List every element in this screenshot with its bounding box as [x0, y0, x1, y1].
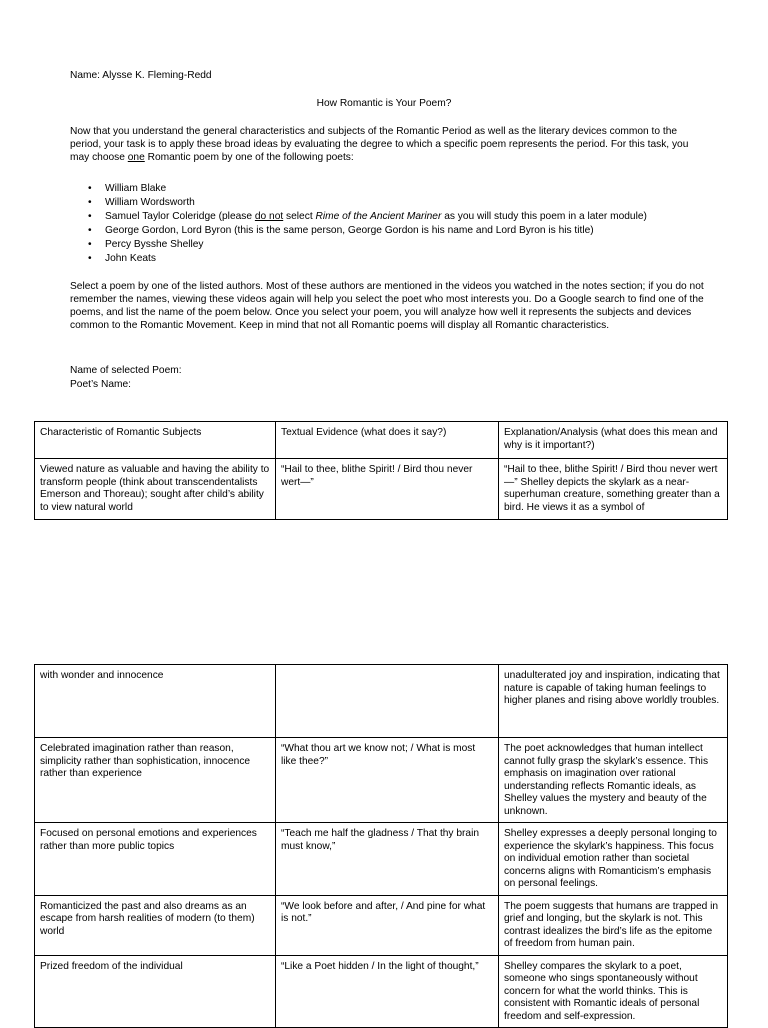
characteristic-cell: Celebrated imagination rather than reason, simplicity rather than sophistication, innocence rather than experience: [35, 738, 276, 823]
name-label: Name:: [70, 70, 101, 81]
underlined-one: one: [127, 152, 145, 163]
instructions-paragraph: Select a poem by one of the listed authors. Most of these authors are mentioned in the videos you watched in the notes section; if you do not remember the names, viewing these videos again will help you select the poet who most interests you. Do a Google search to find one of the poems, and list the name of the poem below. Once you select your poem, you will analyze how well it represents the subjects and devices common to the Romantic Movement. Keep in mind that not all Romantic poems will display all Romantic characteristics.: [70, 281, 704, 331]
evidence-cell: “Teach me half the gladness / That thy brain must know,”: [276, 823, 499, 896]
intro-paragraph: Now that you understand the general characteristics and subjects of the Romantic Period as well as the literary devices common to the period, your task is to apply these broad ideas by evaluating the degree to which a specific poem represents the period. For this task, you may choose one Romantic poem by one of the following poets:: [70, 126, 689, 163]
analysis-cell: Shelley expresses a deeply personal longing to experience the skylark’s happiness. This focus on individual emotion rather than societal concerns aligns with Romanticism’s emphasis on personal feelings.: [499, 823, 728, 896]
characteristic-cell: Prized freedom of the individual: [35, 955, 276, 1028]
table-header-cell: Characteristic of Romantic Subjects: [35, 422, 276, 459]
analysis-cell: “Hail to thee, blithe Spirit! / Bird thou never wert—” Shelley depicts the skylark as a near-superhuman creature, something greater than a bird. He views it as a symbol of: [499, 459, 728, 520]
table-header-cell: Textual Evidence (what does it say?): [276, 422, 499, 459]
poet-name-label: Poet’s Name:: [70, 379, 131, 390]
poem-name-label: Name of selected Poem:: [70, 365, 182, 376]
analysis-table-page1: [34, 421, 728, 520]
table-row: [35, 895, 728, 955]
characteristic-cell: Focused on personal emotions and experiences rather than more public topics: [35, 823, 276, 896]
student-name: Alysse K. Fleming-Redd: [102, 70, 212, 81]
page-title: How Romantic is Your Poem?: [316, 98, 452, 109]
table-row: [35, 823, 728, 896]
table-header-cell: Explanation/Analysis (what does this mean and why is it important?): [499, 422, 728, 459]
table-row: [35, 738, 728, 823]
evidence-cell: [276, 665, 499, 738]
analysis-cell: The poem suggests that humans are trapped in grief and longing, but the skylark is not. This contrast idealizes the bird’s life as the epitome of freedom from human pain.: [499, 895, 728, 955]
analysis-table-page2: [34, 664, 728, 1028]
list-item: • John Keats: [88, 252, 647, 266]
list-item: • Samuel Taylor Coleridge (please do not select Rime of the Ancient Mariner as you will study this poem in a later module): [88, 210, 647, 224]
evidence-cell: “Hail to thee, blithe Spirit! / Bird thou never wert—”: [276, 459, 499, 520]
analysis-cell: The poet acknowledges that human intellect cannot fully grasp the skylark’s essence. This emphasis on imagination over rational understanding reflects Romantic ideals, as Shelley values the mystery and beauty of the unknown.: [499, 738, 728, 823]
poet-list: [88, 182, 647, 266]
characteristic-cell: with wonder and innocence: [35, 665, 276, 738]
student-name-line: [70, 69, 212, 82]
table-header-row: [35, 422, 728, 459]
analysis-cell: unadulterated joy and inspiration, indicating that nature is capable of taking human feelings to higher planes and rising above worldly troubles.: [499, 665, 728, 738]
characteristic-cell: Viewed nature as valuable and having the ability to transform people (think about transcendentalists Emerson and Thoreau); sought after child’s ability to view natural world: [35, 459, 276, 520]
evidence-cell: “We look before and after, / And pine for what is not.”: [276, 895, 499, 955]
analysis-cell: Shelley compares the skylark to a poet, someone who sings spontaneously without concern for what the world thinks. This is consistent with Romantic ideals of personal freedom and self-expression.: [499, 955, 728, 1028]
table-row: [35, 955, 728, 1028]
table-row: [35, 459, 728, 520]
evidence-cell: “What thou art we know not; / What is most like thee?”: [276, 738, 499, 823]
characteristic-cell: Romanticized the past and also dreams as an escape from harsh realities of modern (to them) world: [35, 895, 276, 955]
table-row: [35, 665, 728, 738]
list-item: • George Gordon, Lord Byron (this is the same person, George Gordon is his name and Lord Byron is his title): [88, 224, 647, 238]
poem-title-italic: Rime of the Ancient Mariner: [315, 211, 442, 222]
evidence-cell: “Like a Poet hidden / In the light of thought,”: [276, 955, 499, 1028]
list-item: • Percy Bysshe Shelley: [88, 238, 647, 252]
list-item: • William Blake: [88, 182, 647, 196]
underlined-do-not: do not: [254, 211, 284, 222]
list-item: • William Wordsworth: [88, 196, 647, 210]
